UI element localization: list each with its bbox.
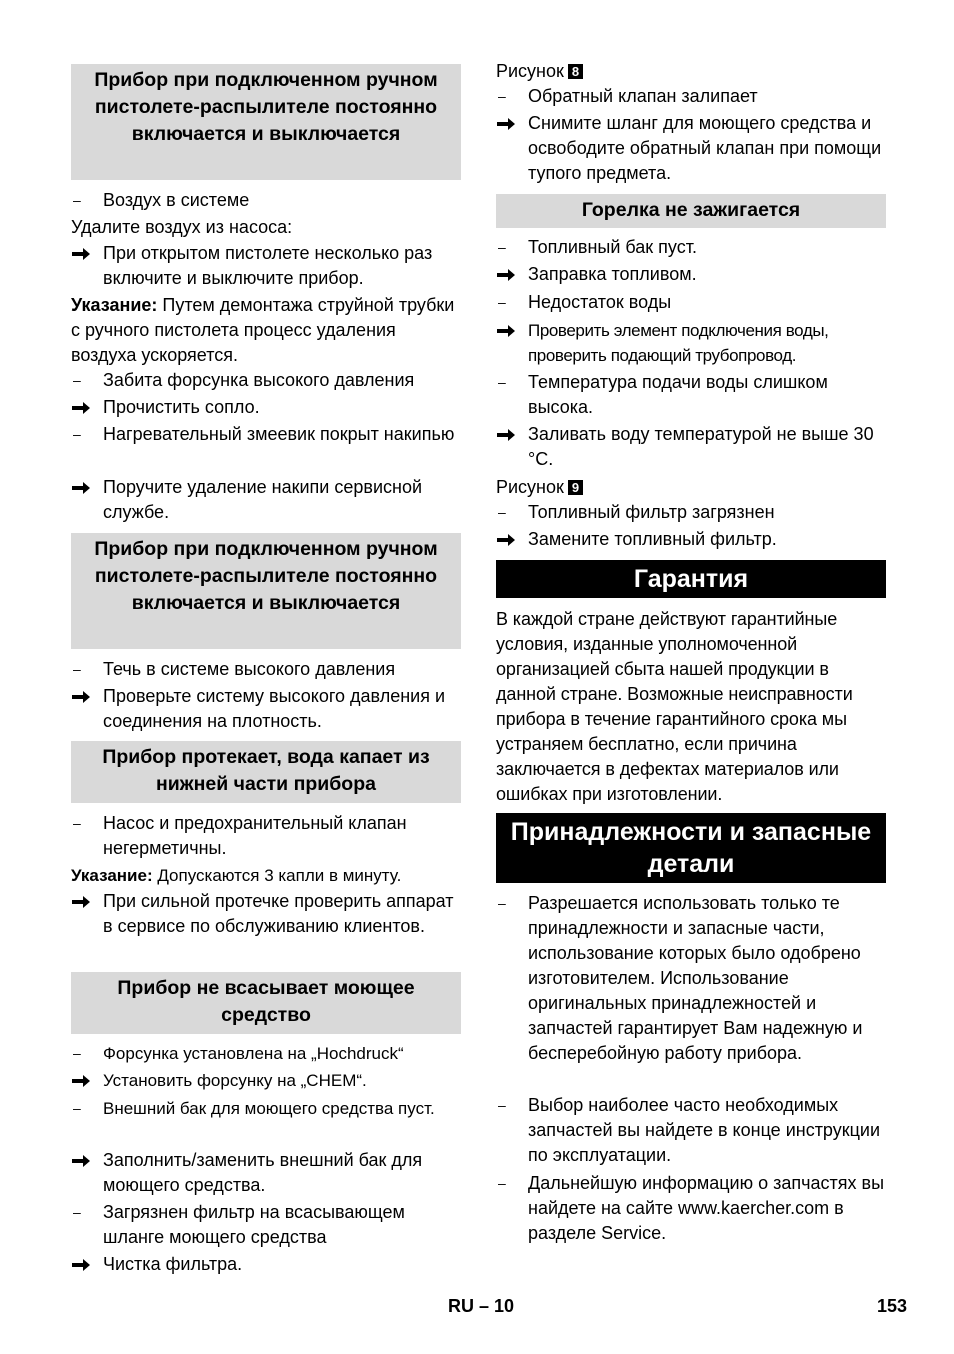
list-item-text: Выбор наиболее часто необходимых запчастей вы найдете в конце инструкции по эксплуатации. [528, 1095, 881, 1165]
dash-icon: – [498, 239, 506, 255]
note [71, 863, 461, 888]
list-item [71, 368, 461, 393]
list-item [496, 891, 886, 1066]
section-heading: Прибор протекает, вода капает из нижней части прибора [71, 741, 461, 803]
list-item [71, 1148, 461, 1198]
section-heading: Прибор не всасывает моющее средство [71, 972, 461, 1034]
list-item-text: Поручите удаление накипи сервисной службе. [103, 477, 423, 522]
section-heading-dark: Гарантия [496, 560, 886, 598]
list-item-text: Топливный бак пуст. [528, 237, 697, 257]
list-item-text: Чистка фильтра. [103, 1254, 243, 1274]
dash-icon: – [498, 504, 506, 520]
list-item-text: Установить форсунку на „CHEM“. [103, 1071, 367, 1090]
list-item [71, 1068, 461, 1093]
dash-icon: – [73, 815, 81, 831]
section-heading-dark: Принадлежности и запасные детали [496, 813, 886, 883]
list-item-text: Нагревательный змеевик покрыт накипью [103, 424, 455, 444]
list-item [496, 1171, 886, 1246]
dash-icon: – [73, 661, 81, 677]
figure-number: 8 [568, 64, 583, 79]
list-item-text: Замените топливный фильтр. [528, 529, 777, 549]
dash-icon: – [498, 374, 506, 390]
list-item-text: Насос и предохранительный клапан негерметичны. [103, 813, 407, 858]
list-item [71, 1252, 461, 1277]
list-item [496, 527, 886, 552]
dash-icon: – [73, 1100, 81, 1116]
list-item-text: Заливать воду температурой не выше 30 °C. [528, 424, 874, 469]
list-item-text: Топливный фильтр загрязнен [528, 502, 775, 522]
list-item [71, 475, 461, 525]
list-item [71, 1200, 461, 1250]
paragraph: Удалите воздух из насоса: [71, 217, 293, 237]
list-item-text: Заправка топливом. [528, 264, 697, 284]
figure-label: Рисунок [496, 477, 564, 497]
dash-icon: – [73, 1045, 81, 1061]
list-item-text: При сильной протечке проверить аппарат в сервисе по обслуживанию клиентов. [103, 891, 454, 936]
list-item-text: Забита форсунка высокого давления [103, 370, 415, 390]
list-item [71, 422, 461, 447]
list-item [71, 241, 461, 291]
note [71, 293, 461, 368]
dash-icon: – [498, 895, 506, 911]
page-label: RU – 10 [448, 1296, 515, 1316]
list-item-text: Заполнить/заменить внешний бак для моющего средства. [103, 1150, 423, 1195]
list-item-text: Форсунка установлена на „Hochdruck“ [103, 1044, 404, 1063]
list-item [71, 188, 461, 213]
list-item-text: Обратный клапан залипает [528, 86, 758, 106]
section-heading: Прибор при подключенном ручном пистолете-распылителе постоянно включается и выключается [71, 64, 461, 180]
figure-reference [496, 59, 886, 84]
list-item-text: Снимите шланг для моющего средства и освободите обратный клапан при помощи тупого предмета. [528, 113, 882, 183]
list-item [71, 395, 461, 420]
list-item-text: Разрешается использовать только те принадлежности и запасные части, использование которых было одобрено изготовителем. Использование оригинальных принадлежностей и запчастей гарантирует Вам надежную и бесперебойную работу прибора. [528, 893, 863, 1063]
paragraph: В каждой стране действуют гарантийные условия, изданные уполномоченной организацией сбыта нашей продукции в данной стране. Возможные неисправности прибора в течение гарантийного срока мы устраняем бесплатно, если причина заключается в дефектах материалов или ошибках при изготовлении. [496, 609, 853, 804]
list-item [71, 684, 461, 734]
note-label: Указание: [71, 866, 153, 885]
dash-icon: – [498, 294, 506, 310]
dash-icon: – [73, 426, 81, 442]
figure-label: Рисунок [496, 61, 564, 81]
list-item [496, 500, 886, 525]
list-item-text: Температура подачи воды слишком высока. [528, 372, 828, 417]
list-item [496, 1093, 886, 1168]
dash-icon: – [73, 372, 81, 388]
section-heading: Прибор при подключенном ручном пистолете-распылителе постоянно включается и выключается [71, 533, 461, 649]
dash-icon: – [73, 192, 81, 208]
list-item [496, 262, 886, 287]
list-item-text: Проверить элемент подключения воды, проверить подающий трубопровод. [528, 321, 829, 365]
section-heading: Горелка не зажигается [496, 194, 886, 228]
list-item-text: Проверьте систему высокого давления и соединения на плотность. [103, 686, 446, 731]
list-item [496, 235, 886, 260]
list-item-text: Внешний бак для моющего средства пуст. [103, 1099, 435, 1118]
dash-icon: – [498, 1097, 506, 1113]
list-item [71, 1041, 461, 1066]
list-item [71, 657, 461, 682]
list-item [496, 318, 886, 368]
dash-icon: – [498, 1175, 506, 1191]
list-item-text: Прочистить сопло. [103, 397, 260, 417]
dash-icon: – [73, 1204, 81, 1220]
list-item [71, 1096, 461, 1121]
list-item-text: Воздух в системе [103, 190, 250, 210]
list-item-text: Течь в системе высокого давления [103, 659, 396, 679]
list-item-text: При открытом пистолете несколько раз включите и выключите прибор. [103, 243, 433, 288]
note-label: Указание: [71, 295, 158, 315]
list-item [71, 889, 461, 939]
list-item [496, 422, 886, 472]
list-item [496, 370, 886, 420]
list-item [496, 111, 886, 186]
note-text: Путем демонтажа струйной трубки с ручного пистолета процесс удаления воздуха ускоряется. [71, 295, 455, 365]
dash-icon: – [498, 88, 506, 104]
figure-number: 9 [568, 480, 583, 495]
list-item [71, 811, 461, 861]
list-item-text: Недостаток воды [528, 292, 672, 312]
list-item-text: Дальнейшую информацию о запчастях вы найдете на сайте www.kaercher.com в разделе Service. [528, 1173, 885, 1243]
list-item-text: Загрязнен фильтр на всасывающем шланге моющего средства [103, 1202, 405, 1247]
note-text: Допускаются 3 капли в минуту. [152, 866, 402, 885]
figure-reference [496, 475, 886, 500]
list-item [496, 84, 886, 109]
page-number: 153 [877, 1296, 908, 1316]
list-item [496, 290, 886, 315]
